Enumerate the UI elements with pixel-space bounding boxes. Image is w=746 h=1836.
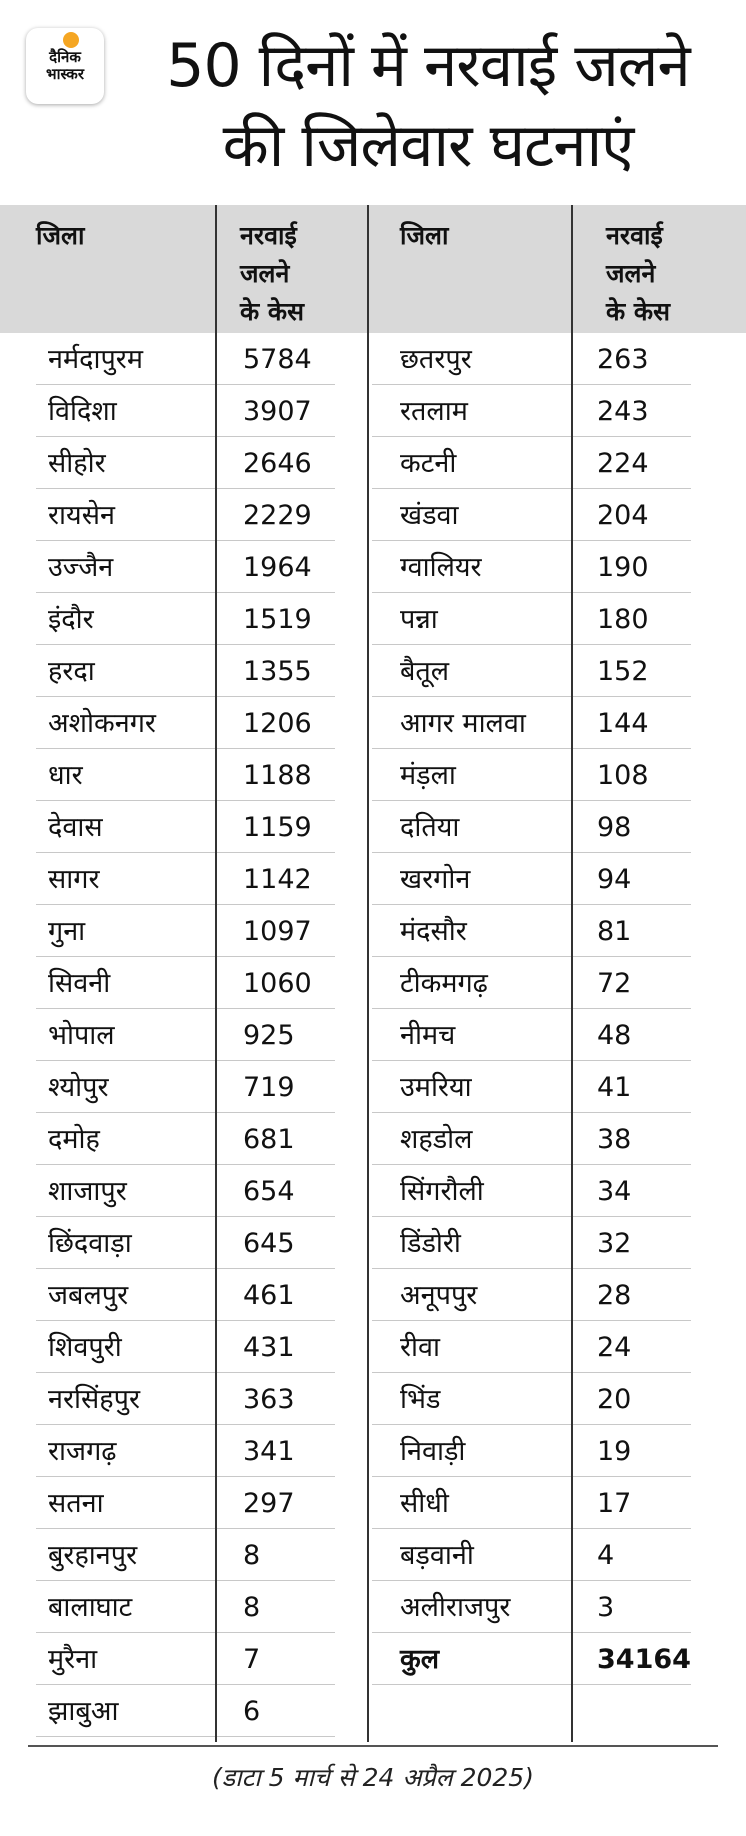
case-count: 1188 (243, 760, 312, 791)
table-row (0, 1529, 370, 1581)
table-row (372, 593, 746, 645)
case-count: 72 (597, 968, 632, 999)
district-name: अलीराजपुर (400, 1592, 511, 1623)
dainik-bhaskar-logo (26, 28, 104, 104)
table-row (372, 1425, 746, 1477)
header-district-left: जिला (36, 221, 85, 250)
district-name: पन्ना (400, 604, 438, 635)
case-count: 144 (597, 708, 649, 739)
source-note: (डाटा 5 मार्च से 24 अप्रैल 2025) (212, 1763, 534, 1792)
district-name: सिवनी (48, 968, 111, 999)
case-count: 719 (243, 1072, 295, 1103)
row-divider (217, 1736, 335, 1737)
table-row (0, 1009, 370, 1061)
header-cases-line: नरवाई (240, 221, 297, 250)
case-count: 48 (597, 1020, 632, 1051)
header-cases-line: के केस (240, 297, 305, 326)
case-count: 17 (597, 1488, 632, 1519)
row-divider (36, 1736, 215, 1737)
district-name: मंड़ला (400, 760, 456, 791)
header-cases-left (240, 217, 304, 331)
table-row (372, 1009, 746, 1061)
table-row (0, 1685, 370, 1737)
table-row (372, 1373, 746, 1425)
district-name: विदिशा (48, 396, 117, 427)
case-count: 8 (243, 1540, 261, 1571)
district-name: अनूपपुर (400, 1280, 478, 1311)
table-row (372, 645, 746, 697)
case-count: 431 (243, 1332, 295, 1363)
table-row (0, 749, 370, 801)
table-row (0, 385, 370, 437)
case-count: 297 (243, 1488, 295, 1519)
district-name: अशोकनगर (48, 708, 156, 739)
table-row (0, 801, 370, 853)
table-row (372, 1165, 746, 1217)
left-table (0, 333, 370, 1737)
table-row (372, 801, 746, 853)
case-count: 19 (597, 1436, 632, 1467)
case-count: 3 (597, 1592, 615, 1623)
table-row (372, 905, 746, 957)
table-row (0, 957, 370, 1009)
case-count: 7 (243, 1644, 261, 1675)
table-row (372, 1061, 746, 1113)
title-line-2: की जिलेवार घटनाएं (222, 111, 634, 181)
district-name: खरगोन (400, 864, 471, 895)
district-name: दतिया (400, 812, 460, 843)
header (0, 0, 746, 205)
case-count: 681 (243, 1124, 295, 1155)
case-count: 38 (597, 1124, 632, 1155)
table-row (372, 1477, 746, 1529)
district-name: श्योपुर (48, 1072, 109, 1103)
district-name: शिवपुरी (48, 1332, 122, 1363)
bottom-divider (28, 1745, 718, 1747)
case-count: 98 (597, 812, 632, 843)
case-count: 1097 (243, 916, 312, 947)
table-row (372, 385, 746, 437)
table-row (0, 1633, 370, 1685)
table-row (0, 1477, 370, 1529)
case-count: 1159 (243, 812, 312, 843)
header-cases-right (606, 217, 670, 331)
logo-line-1: दैनिक (49, 48, 81, 66)
district-name: बुरहानपुर (48, 1540, 138, 1571)
row-divider (573, 1684, 691, 1685)
district-name: राजगढ़ (48, 1436, 117, 1467)
district-name: सीधी (400, 1488, 449, 1519)
case-count: 8 (243, 1592, 261, 1623)
case-count: 224 (597, 448, 649, 479)
case-count: 263 (597, 344, 649, 375)
district-name: दमोह (48, 1124, 100, 1155)
district-name: भोपाल (48, 1020, 115, 1051)
case-count: 24 (597, 1332, 632, 1363)
case-count: 2646 (243, 448, 312, 479)
table-row (0, 1217, 370, 1269)
case-count: 1964 (243, 552, 312, 583)
logo-line-2: भास्कर (46, 65, 84, 83)
district-name: ग्वालियर (400, 552, 482, 583)
table-row (372, 957, 746, 1009)
case-count: 32 (597, 1228, 632, 1259)
case-count: 1060 (243, 968, 312, 999)
table-row (0, 853, 370, 905)
header-cases-line: जलने (606, 259, 656, 288)
district-name: गुना (48, 916, 86, 947)
district-name: सीहोर (48, 448, 106, 479)
district-name: बैतूल (400, 656, 450, 687)
district-name: इंदौर (48, 604, 94, 635)
district-name: छतरपुर (400, 344, 472, 375)
row-divider (372, 1684, 571, 1685)
case-count: 28 (597, 1280, 632, 1311)
case-count: 1355 (243, 656, 312, 687)
district-name: झाबुआ (48, 1696, 119, 1727)
case-count: 654 (243, 1176, 295, 1207)
table-row (372, 333, 746, 385)
case-count: 2229 (243, 500, 312, 531)
right-table (372, 333, 746, 1685)
table-row (0, 905, 370, 957)
district-name: सागर (48, 864, 100, 895)
case-count: 1142 (243, 864, 312, 895)
district-name: धार (48, 760, 83, 791)
table-row (0, 1321, 370, 1373)
table-row (372, 1321, 746, 1373)
table-row (372, 1113, 746, 1165)
table-row (372, 1581, 746, 1633)
table-row (372, 489, 746, 541)
district-name: नरसिंहपुर (48, 1384, 140, 1415)
table-row (0, 645, 370, 697)
total-label: कुल (400, 1644, 440, 1675)
table-row (0, 1425, 370, 1477)
case-count: 3907 (243, 396, 312, 427)
table-row (0, 697, 370, 749)
header-cases-line: के केस (606, 297, 671, 326)
case-count: 34 (597, 1176, 632, 1207)
sun-icon (63, 32, 79, 48)
case-count: 4 (597, 1540, 615, 1571)
case-count: 1206 (243, 708, 312, 739)
district-name: उमरिया (400, 1072, 472, 1103)
table-row (372, 697, 746, 749)
table-row (372, 1529, 746, 1581)
title-line-1: 50 दिनों में नरवाई जलने (166, 31, 690, 101)
district-name: निवाड़ी (400, 1436, 466, 1467)
district-name: आगर मालवा (400, 708, 526, 739)
district-name: खंडवा (400, 500, 459, 531)
case-count: 190 (597, 552, 649, 583)
table-row (0, 1269, 370, 1321)
district-name: बालाघाट (48, 1592, 133, 1623)
table-row (0, 1165, 370, 1217)
table-row (372, 853, 746, 905)
district-name: रीवा (400, 1332, 441, 1363)
district-name: शाजापुर (48, 1176, 127, 1207)
table-row (0, 1373, 370, 1425)
district-name: बड़वानी (400, 1540, 474, 1571)
table-row (372, 1633, 746, 1685)
table-row (0, 541, 370, 593)
table-row (372, 749, 746, 801)
district-name: डिंडोरी (400, 1228, 461, 1259)
case-count: 152 (597, 656, 649, 687)
table-row (0, 1113, 370, 1165)
district-name: सतना (48, 1488, 104, 1519)
case-count: 925 (243, 1020, 295, 1051)
district-name: छिंदवाड़ा (48, 1228, 132, 1259)
table-row (372, 1269, 746, 1321)
case-count: 41 (597, 1072, 632, 1103)
case-count: 645 (243, 1228, 295, 1259)
case-count: 363 (243, 1384, 295, 1415)
case-count: 204 (597, 500, 649, 531)
district-name: हरदा (48, 656, 95, 687)
table-row (372, 541, 746, 593)
table-row (372, 1217, 746, 1269)
table-row (0, 437, 370, 489)
table-row (0, 489, 370, 541)
header-district-right: जिला (400, 221, 449, 250)
district-name: देवास (48, 812, 103, 843)
district-name: जबलपुर (48, 1280, 129, 1311)
case-count: 5784 (243, 344, 312, 375)
case-count: 108 (597, 760, 649, 791)
table-row (0, 1581, 370, 1633)
case-count: 1519 (243, 604, 312, 635)
district-name: मंदसौर (400, 916, 467, 947)
header-cases-line: जलने (240, 259, 290, 288)
table-row (0, 593, 370, 645)
table-row (372, 437, 746, 489)
case-count: 81 (597, 916, 632, 947)
district-name: टीकमगढ़ (400, 968, 488, 999)
case-count: 20 (597, 1384, 632, 1415)
district-name: रतलाम (400, 396, 468, 427)
table-row (0, 1061, 370, 1113)
page-title (128, 26, 728, 186)
district-name: मुरैना (48, 1644, 98, 1675)
case-count: 341 (243, 1436, 295, 1467)
district-name: रायसेन (48, 500, 115, 531)
case-count: 461 (243, 1280, 295, 1311)
header-cases-line: नरवाई (606, 221, 663, 250)
district-name: नीमच (400, 1020, 456, 1051)
case-count: 6 (243, 1696, 261, 1727)
total-value: 34164 (597, 1644, 691, 1675)
district-name: नर्मदापुरम (48, 344, 143, 375)
district-name: कटनी (400, 448, 457, 479)
district-name: शहडोल (400, 1124, 473, 1155)
district-name: सिंगरौली (400, 1176, 484, 1207)
case-count: 94 (597, 864, 632, 895)
table-header (0, 205, 746, 333)
table-row (0, 333, 370, 385)
case-count: 243 (597, 396, 649, 427)
district-name: भिंड (400, 1384, 441, 1415)
case-count: 180 (597, 604, 649, 635)
district-name: उज्जैन (48, 552, 114, 583)
